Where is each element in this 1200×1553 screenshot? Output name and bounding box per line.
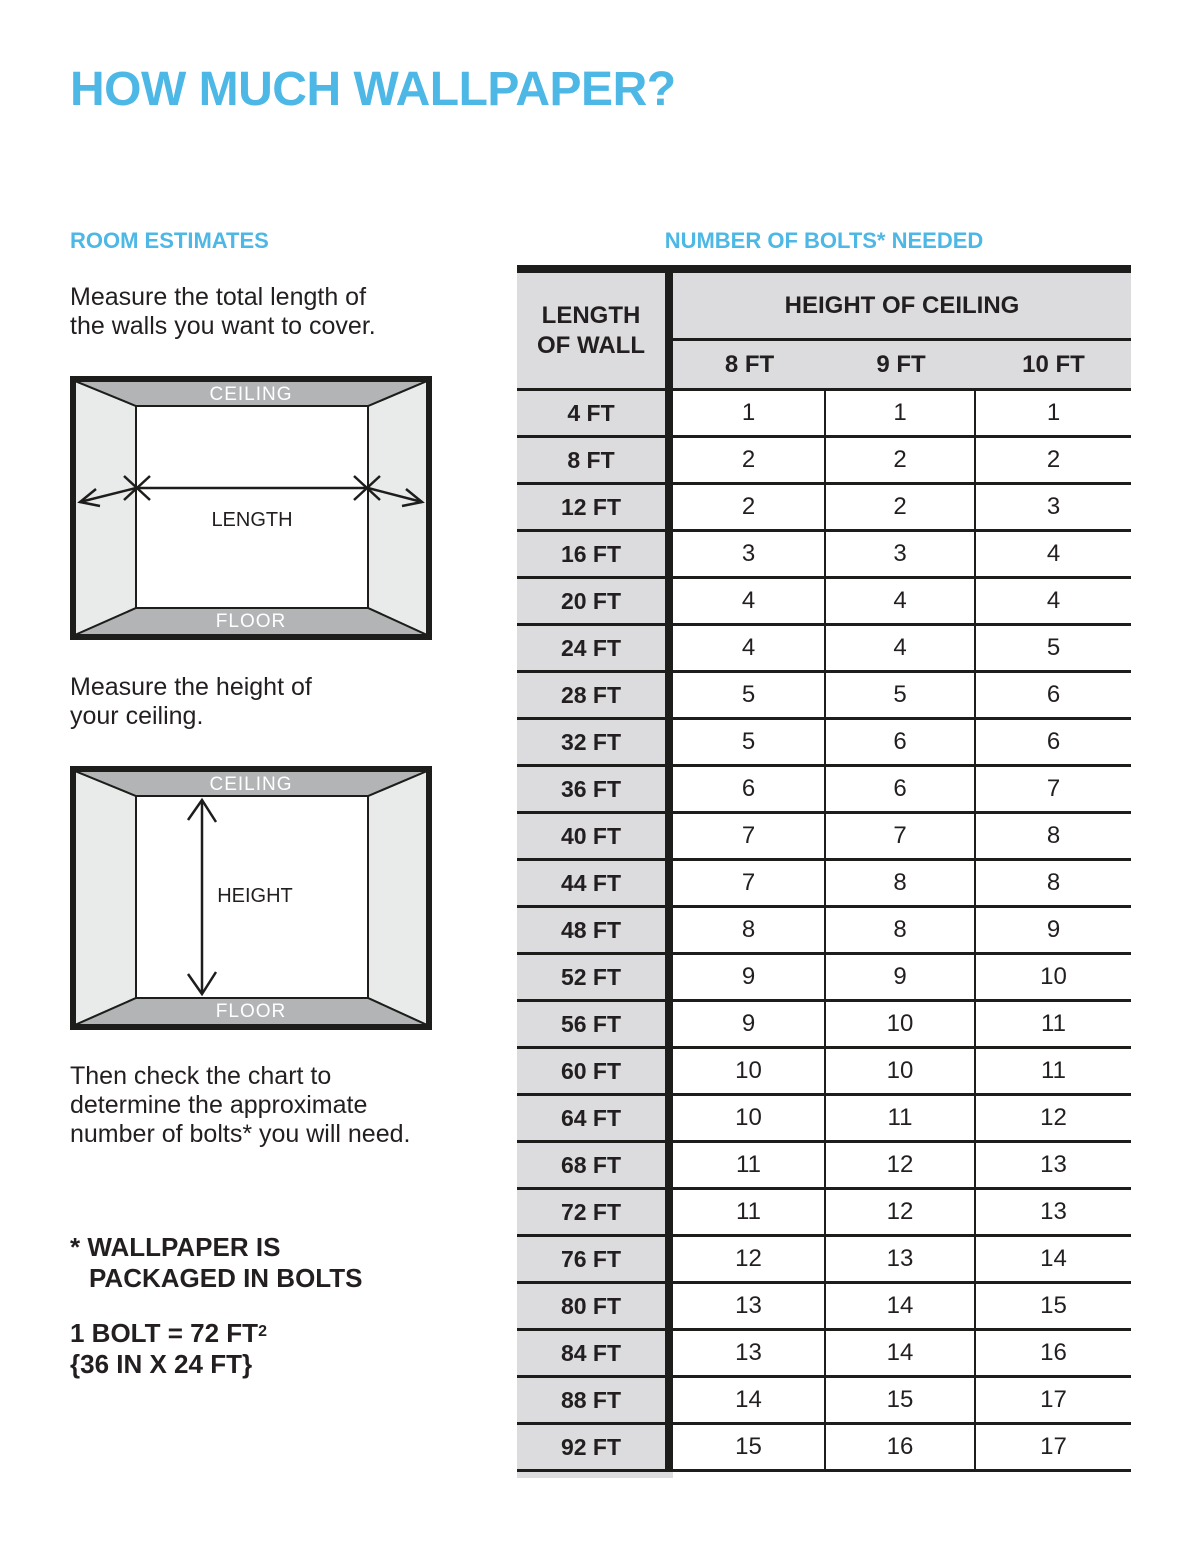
bolt-equation-exponent: 2	[258, 1323, 267, 1340]
bolt-count-cell: 4	[976, 579, 1131, 623]
ceiling-label: CEILING	[209, 384, 293, 405]
bolt-count-cell: 10	[673, 1096, 826, 1140]
table-row	[517, 1093, 1131, 1140]
bolt-count-cell: 10	[673, 1049, 826, 1093]
table-row	[517, 1422, 1131, 1469]
back-wall	[136, 406, 368, 608]
row-label: 84 FT	[517, 1331, 673, 1375]
bolt-count-cell: 11	[673, 1190, 826, 1234]
bolt-count-cell: 13	[976, 1190, 1131, 1234]
bolt-count-cell: 4	[976, 532, 1131, 576]
bolt-count-cell: 2	[976, 438, 1131, 482]
length-of-wall-header	[517, 273, 673, 388]
bolt-count-cell: 4	[826, 626, 976, 670]
bolt-count-cell: 5	[673, 720, 826, 764]
row-label: 4 FT	[517, 391, 673, 435]
row-label: 12 FT	[517, 485, 673, 529]
bolt-count-cell: 17	[976, 1378, 1131, 1422]
table-row	[517, 858, 1131, 905]
bolt-count-cell: 5	[673, 673, 826, 717]
bolt-count-cell: 13	[673, 1331, 826, 1375]
bolt-count-cell: 2	[826, 485, 976, 529]
bolt-count-cell: 9	[826, 955, 976, 999]
left-wall	[75, 381, 136, 635]
height-instruction	[70, 673, 312, 731]
bolt-count-cell: 10	[976, 955, 1131, 999]
column-header-8ft: 8 FT	[724, 350, 775, 378]
length-of-wall-line2: OF WALL	[537, 331, 645, 359]
table-row	[517, 952, 1131, 999]
bolt-equation: 1 BOLT = 72 $FT^2$	[70, 1318, 267, 1348]
bolt-count-cell: 13	[976, 1143, 1131, 1187]
bolt-count-cell: 9	[673, 1002, 826, 1046]
right-wall	[368, 771, 427, 1025]
table-left-column-stub	[517, 1472, 673, 1478]
bolt-count-cell: 4	[826, 579, 976, 623]
ceiling-label: CEILING	[209, 774, 293, 795]
floor-label: FLOOR	[215, 611, 287, 632]
bolt-count-cell: 6	[673, 767, 826, 811]
table-row	[517, 529, 1131, 576]
bolt-count-cell: 15	[826, 1378, 976, 1422]
bolt-count-cell: 12	[673, 1237, 826, 1281]
bolt-size-info	[70, 1316, 267, 1380]
table-row	[517, 1187, 1131, 1234]
height-label: HEIGHT	[217, 885, 293, 907]
bolt-count-cell: 3	[673, 532, 826, 576]
bolt-count-cell: 11	[976, 1002, 1131, 1046]
bolt-count-cell: 2	[826, 438, 976, 482]
bolt-count-cell: 14	[826, 1284, 976, 1328]
height-of-ceiling-header: HEIGHT OF CEILING	[673, 273, 1131, 341]
table-row	[517, 388, 1131, 435]
bolt-count-cell: 3	[826, 532, 976, 576]
chart-instruction-line1: Then check the chart to	[70, 1062, 332, 1090]
bolt-count-cell: 8	[976, 861, 1131, 905]
bolt-count-cell: 9	[673, 955, 826, 999]
row-label: 76 FT	[517, 1237, 673, 1281]
bolt-count-cell: 8	[673, 908, 826, 952]
row-label: 92 FT	[517, 1425, 673, 1469]
row-label: 36 FT	[517, 767, 673, 811]
table-row	[517, 1140, 1131, 1187]
bolts-needed-heading: NUMBER OF BOLTS* NEEDED	[664, 228, 984, 253]
right-wall	[368, 381, 427, 635]
length-label: LENGTH	[211, 509, 293, 531]
table-row	[517, 1281, 1131, 1328]
bolt-count-cell: 14	[976, 1237, 1131, 1281]
table-body	[517, 388, 1131, 1472]
length-of-wall-line1: LENGTH	[541, 301, 641, 329]
bolt-dimensions: {36 IN X 24 FT}	[70, 1349, 253, 1379]
bolt-count-cell: 2	[673, 485, 826, 529]
row-label: 28 FT	[517, 673, 673, 717]
bolt-count-cell: 16	[976, 1331, 1131, 1375]
bolt-count-cell: 1	[826, 391, 976, 435]
floor-label: FLOOR	[215, 1001, 287, 1022]
bolt-count-cell: 13	[673, 1284, 826, 1328]
row-label: 56 FT	[517, 1002, 673, 1046]
length-instruction	[70, 283, 376, 341]
bolt-count-cell: 14	[673, 1378, 826, 1422]
row-label: 64 FT	[517, 1096, 673, 1140]
table-header	[517, 273, 1131, 388]
bolt-count-cell: 17	[976, 1425, 1131, 1469]
bolt-count-cell: 5	[826, 673, 976, 717]
bolt-count-cell: 9	[976, 908, 1131, 952]
bolt-count-cell: 8	[976, 814, 1131, 858]
length-instruction-line1: Measure the total length of	[70, 283, 367, 311]
bolt-count-cell: 4	[673, 626, 826, 670]
room-length-diagram	[70, 376, 432, 640]
table-row	[517, 1375, 1131, 1422]
bolt-count-cell: 15	[673, 1425, 826, 1469]
ceiling-height-columns	[673, 341, 1131, 388]
length-instruction-line2: the walls you want to cover.	[70, 312, 376, 340]
table-row	[517, 435, 1131, 482]
table-row	[517, 905, 1131, 952]
height-instruction-line2: your ceiling.	[70, 702, 204, 730]
chart-instruction	[70, 1062, 410, 1149]
bolt-count-cell: 13	[826, 1237, 976, 1281]
table-row	[517, 1234, 1131, 1281]
bolt-count-cell: 7	[673, 861, 826, 905]
row-label: 80 FT	[517, 1284, 673, 1328]
bolt-count-cell: 14	[826, 1331, 976, 1375]
bolt-count-cell: 6	[976, 720, 1131, 764]
table-row	[517, 1328, 1131, 1375]
chart-instruction-line3: number of bolts* you will need.	[70, 1120, 411, 1148]
bolt-count-cell: 10	[826, 1049, 976, 1093]
bolt-count-cell: 11	[826, 1096, 976, 1140]
chart-instruction-line2: determine the approximate	[70, 1091, 368, 1119]
page-title: HOW MUCH WALLPAPER?	[70, 63, 676, 116]
row-label: 24 FT	[517, 626, 673, 670]
bolt-count-cell: 11	[673, 1143, 826, 1187]
table-row	[517, 811, 1131, 858]
bolt-footnote-line2: PACKAGED IN BOLTS	[89, 1263, 363, 1293]
bolt-count-cell: 12	[976, 1096, 1131, 1140]
bolt-count-cell: 6	[826, 720, 976, 764]
bolt-count-cell: 7	[673, 814, 826, 858]
row-label: 32 FT	[517, 720, 673, 764]
column-header-10ft: 10 FT	[1022, 350, 1085, 378]
row-label: 16 FT	[517, 532, 673, 576]
bolt-count-cell: 8	[826, 861, 976, 905]
row-label: 68 FT	[517, 1143, 673, 1187]
bolt-count-cell: 12	[826, 1143, 976, 1187]
table-top-border	[517, 265, 1131, 273]
bolt-count-cell: 11	[976, 1049, 1131, 1093]
row-label: 40 FT	[517, 814, 673, 858]
bolts-table	[517, 265, 1131, 1478]
bolt-count-cell: 3	[976, 485, 1131, 529]
bolt-count-cell: 15	[976, 1284, 1131, 1328]
row-label: 20 FT	[517, 579, 673, 623]
height-of-ceiling-header-group	[673, 273, 1131, 388]
bolt-count-cell: 7	[976, 767, 1131, 811]
bolt-count-cell: 4	[673, 579, 826, 623]
row-label: 60 FT	[517, 1049, 673, 1093]
bolt-count-cell: 10	[826, 1002, 976, 1046]
bolt-count-cell: 16	[826, 1425, 976, 1469]
bolt-count-cell: 5	[976, 626, 1131, 670]
row-label: 48 FT	[517, 908, 673, 952]
bolt-footnote-line1: * WALLPAPER IS	[70, 1232, 281, 1262]
table-row	[517, 670, 1131, 717]
table-row	[517, 576, 1131, 623]
row-label: 72 FT	[517, 1190, 673, 1234]
room-estimates-heading: ROOM ESTIMATES	[70, 228, 269, 253]
table-row	[517, 717, 1131, 764]
table-row	[517, 482, 1131, 529]
bolt-count-cell: 7	[826, 814, 976, 858]
table-row	[517, 1046, 1131, 1093]
left-wall	[75, 771, 136, 1025]
bolt-count-cell: 8	[826, 908, 976, 952]
table-row	[517, 764, 1131, 811]
row-label: 8 FT	[517, 438, 673, 482]
table-row	[517, 999, 1131, 1046]
bolt-footnote	[70, 1232, 362, 1294]
bolt-count-cell: 1	[976, 391, 1131, 435]
bolt-count-cell: 6	[826, 767, 976, 811]
bolt-count-cell: 6	[976, 673, 1131, 717]
bolt-count-cell: 1	[673, 391, 826, 435]
row-label: 88 FT	[517, 1378, 673, 1422]
height-instruction-line1: Measure the height of	[70, 673, 312, 701]
room-height-diagram	[70, 766, 432, 1030]
bolt-count-cell: 2	[673, 438, 826, 482]
row-label: 44 FT	[517, 861, 673, 905]
bolt-count-cell: 12	[826, 1190, 976, 1234]
table-row	[517, 623, 1131, 670]
row-label: 52 FT	[517, 955, 673, 999]
column-header-9ft: 9 FT	[876, 350, 926, 378]
